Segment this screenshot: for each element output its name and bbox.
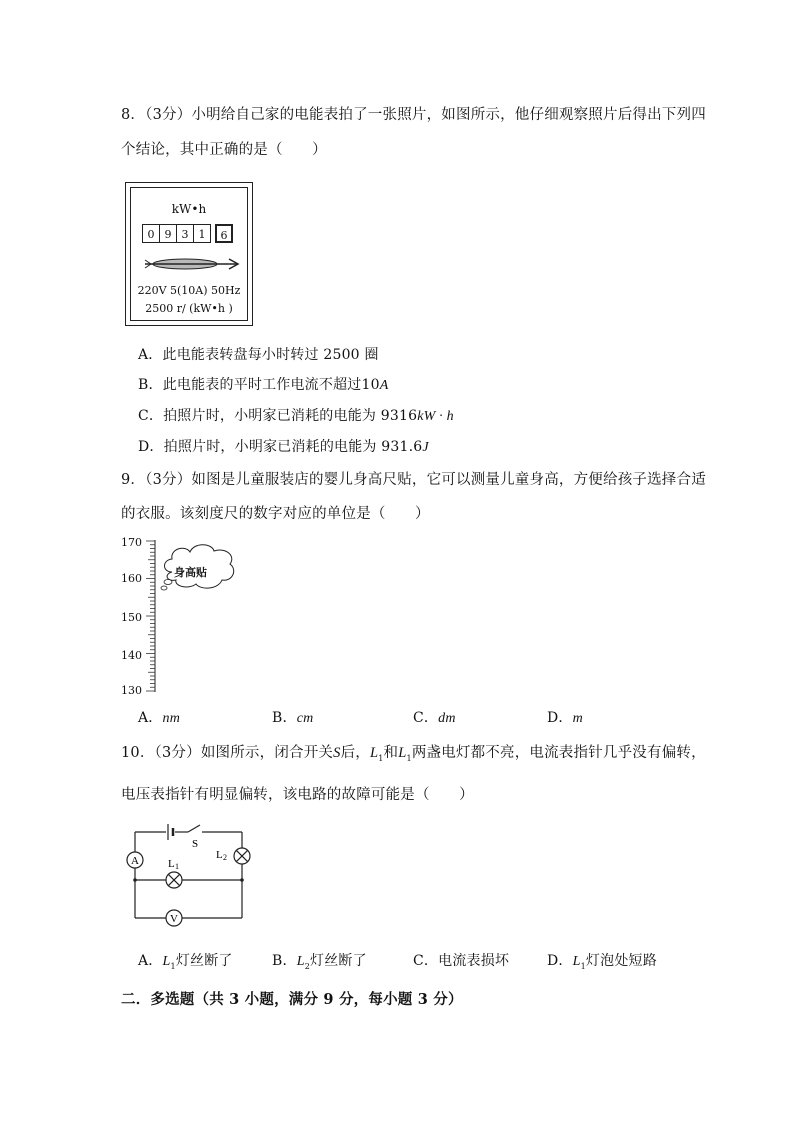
q10-option-d-text: 灯泡处短路 bbox=[585, 953, 657, 969]
q8-option-a-text: A．此电能表转盘每小时转过 2500 圈 bbox=[138, 347, 379, 363]
q8-option-d-unit: J bbox=[422, 440, 429, 455]
q10-option-d-letter: D． bbox=[547, 953, 573, 969]
q10-stem-part: 和 bbox=[383, 745, 399, 761]
meter-digits bbox=[142, 224, 233, 243]
q10-option-d[interactable] bbox=[547, 950, 657, 971]
q10-option-a-letter: A． bbox=[138, 953, 163, 969]
q10-option-b[interactable] bbox=[272, 950, 367, 971]
q9-option-b-letter: B． bbox=[272, 710, 297, 726]
q9-option-c-letter: C． bbox=[413, 710, 439, 726]
q10-option-c-text: 电流表损坏 bbox=[438, 953, 510, 969]
l1-sub: 1 bbox=[175, 862, 179, 871]
section-2-title: 二．多选题（共 3 小题，满分 9 分，每小题 3 分） bbox=[121, 991, 463, 1008]
q8-stem-line1: 8．（3分）小明给自己家的电能表拍了一张照片，如图所示，他仔细观察照片后得出下列四 bbox=[121, 107, 706, 123]
q8-option-b-text: B．此电能表的平时工作电流不超过10 bbox=[138, 377, 380, 393]
q10-stem-part: 后， bbox=[340, 745, 370, 761]
meter-digit: 3 bbox=[176, 224, 194, 243]
meter-unit: kW•h bbox=[171, 202, 207, 216]
ruler-tick-label: 150 bbox=[121, 611, 142, 624]
q9-option-a-unit: nm bbox=[162, 711, 181, 726]
q10-l1-var: L bbox=[369, 745, 379, 761]
ruler-tick-label: 140 bbox=[121, 649, 142, 662]
q8-option-b[interactable] bbox=[138, 374, 388, 394]
q10-option-a-sub: 1 bbox=[170, 961, 176, 971]
l1-label: L bbox=[168, 858, 175, 870]
q9-option-c[interactable] bbox=[413, 707, 456, 727]
meter-spec-voltage: 220V 5(10A) 50Hz bbox=[137, 284, 241, 297]
q8-option-c-text: C．拍照片时，小明家已消耗的电能为 9316 bbox=[138, 408, 418, 424]
q10-stem-part: 两盏电灯都不亮，电流表指针几乎没有偏转， bbox=[411, 745, 706, 761]
q9-stem-line2: 的衣服。该刻度尺的数字对应的单位是（ ） bbox=[121, 506, 430, 522]
q8-option-c-unit: kW · h bbox=[417, 409, 454, 424]
ruler-tick-label: 170 bbox=[121, 536, 142, 549]
q10-option-b-var: L bbox=[296, 954, 305, 969]
q8-option-a[interactable] bbox=[138, 344, 379, 364]
height-ruler-figure bbox=[118, 536, 248, 696]
q9-option-a-letter: A． bbox=[138, 710, 163, 726]
q10-option-b-letter: B． bbox=[272, 953, 297, 969]
q10-stem-part: 10．（3分）如图所示，闭合开关 bbox=[121, 745, 334, 761]
q9-option-b-unit: cm bbox=[296, 711, 314, 726]
q10-option-d-var: L bbox=[572, 954, 581, 969]
q10-option-b-text: 灯丝断了 bbox=[310, 953, 367, 969]
q8-option-d[interactable] bbox=[138, 436, 429, 456]
q9-option-d-letter: D． bbox=[547, 710, 573, 726]
q10-option-b-sub: 2 bbox=[304, 961, 310, 971]
ammeter-label: A bbox=[131, 855, 139, 867]
ruler-tick-label: 130 bbox=[121, 684, 142, 697]
ruler-tick-label: 160 bbox=[121, 572, 142, 585]
q10-l2-var: L bbox=[398, 745, 407, 761]
q10-option-c-letter: C． bbox=[413, 953, 439, 969]
q10-option-a[interactable] bbox=[138, 950, 233, 971]
meter-spec-revs: 2500 r/ (kW•h ) bbox=[145, 302, 233, 315]
q10-option-c[interactable] bbox=[413, 950, 509, 970]
meter-digit: 1 bbox=[193, 224, 211, 243]
l2-label: L bbox=[216, 849, 223, 861]
q9-option-d[interactable] bbox=[547, 707, 583, 727]
meter-digit-decimal: 6 bbox=[215, 224, 233, 243]
electric-meter-figure bbox=[125, 182, 253, 326]
ruler-scale bbox=[144, 540, 158, 692]
q8-option-c[interactable] bbox=[138, 405, 454, 425]
circuit-diagram bbox=[120, 820, 260, 928]
q8-option-b-unit: A bbox=[379, 378, 389, 393]
q10-stem-line1: 10．（3分）如图所示，闭合开关S后，$L_1$和$L_1$两盏电灯都不亮，电流表指针几乎没有偏转， bbox=[121, 745, 706, 763]
voltmeter-label: V bbox=[170, 913, 178, 925]
q9-option-b[interactable] bbox=[272, 707, 313, 727]
q8-option-d-text: D．拍照片时，小明家已消耗的电能为 931.6 bbox=[138, 439, 423, 455]
q10-option-a-text: 灯丝断了 bbox=[175, 953, 233, 969]
q9-option-c-unit: dm bbox=[438, 711, 456, 726]
meter-digit: 0 bbox=[142, 224, 160, 243]
q10-stem-line2: 电压表指针有明显偏转，该电路的故障可能是（ ） bbox=[121, 787, 474, 803]
q10-option-a-var: L bbox=[162, 954, 171, 969]
q9-option-d-unit: m bbox=[572, 711, 583, 726]
bubble-text: 身高贴 bbox=[174, 566, 207, 579]
q10-switch-var: S bbox=[333, 745, 341, 761]
q8-stem-line2: 个结论，其中正确的是（ ） bbox=[121, 142, 327, 158]
q9-option-a[interactable] bbox=[138, 707, 180, 727]
q9-stem-line1: 9．（3分）如图是儿童服装店的婴儿身高尺贴，它可以测量儿童身高，方便给孩子选择合适 bbox=[121, 472, 706, 488]
meter-disc-arrow-icon bbox=[143, 256, 243, 272]
circuit-switch-label: S bbox=[192, 838, 199, 850]
q10-option-d-sub: 1 bbox=[580, 961, 586, 971]
meter-digit: 9 bbox=[159, 224, 177, 243]
l2-sub: 2 bbox=[223, 853, 227, 862]
